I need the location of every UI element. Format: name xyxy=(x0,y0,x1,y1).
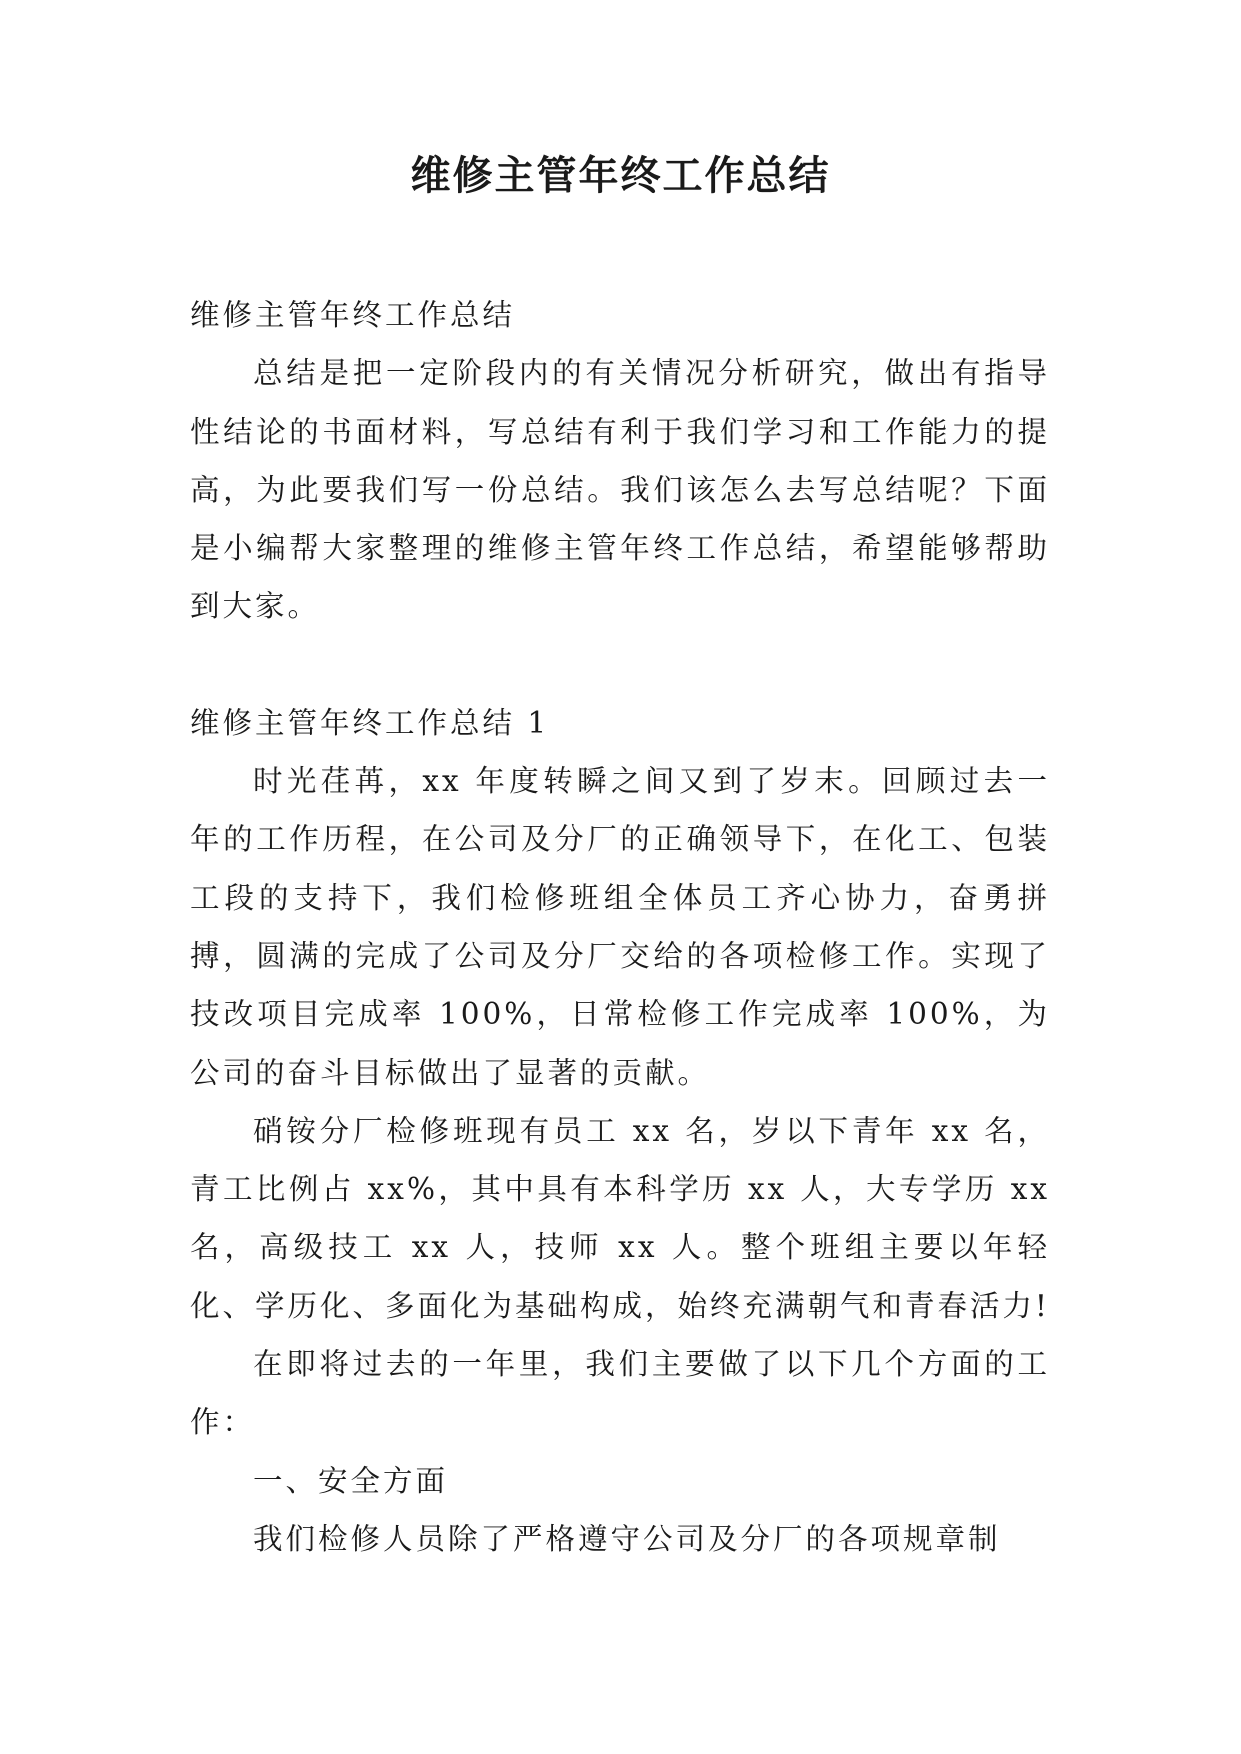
section-heading-intro: 维修主管年终工作总结 xyxy=(190,298,516,332)
body-paragraph: 时光荏苒，xx 年度转瞬之间又到了岁末。回顾过去一年的工作历程，在公司及分厂的正确领导下，在化工、包装工段的支持下，我们检修班组全体员工齐心协力，奋勇拼搏，圆满的完成了公司及分厂交给的各项检修工作。实现了技改项目完成率 100%，日常检修工作完成率 100%，为公司的奋斗目标做出了显著的贡献。 xyxy=(190,764,1050,1090)
body-paragraph: 我们检修人员除了严格遵守公司及分厂的各项规章制 xyxy=(253,1521,1001,1556)
section-heading-1: 维修主管年终工作总结 1 xyxy=(190,705,550,740)
subsection-heading-safety: 一、安全方面 xyxy=(253,1463,449,1498)
body-paragraph: 在即将过去的一年里，我们主要做了以下几个方面的工作： xyxy=(190,1347,1050,1440)
body-paragraph: 硝铵分厂检修班现有员工 xx 名，岁以下青年 xx 名，青工比例占 xx%，其中具有本科学历 xx 人，大专学历 xx 名，高级技工 xx 人，技师 xx 人。整个班组主要以年轻化、学历化、多面化为基础构成，始终充满朝气和青春活力! xyxy=(190,1113,1050,1323)
document-body xyxy=(190,286,1050,1568)
intro-paragraph: 总结是把一定阶段内的有关情况分析研究，做出有指导性结论的书面材料，写总结有利于我们学习和工作能力的提高，为此要我们写一份总结。我们该怎么去写总结呢？下面是小编帮大家整理的维修主管年终工作总结，希望能够帮助到大家。 xyxy=(190,356,1050,624)
document-title: 维修主管年终工作总结 xyxy=(410,152,831,199)
